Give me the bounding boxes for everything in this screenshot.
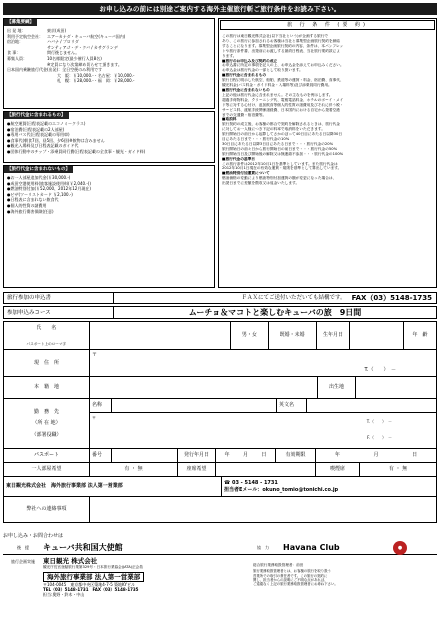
company-mail: 担当者Eメール：okuno_tomio@tonichi.co.jp bbox=[224, 486, 339, 493]
coop-label: 協 力 bbox=[257, 545, 269, 550]
condition-line: 超過手荷物料金、クリーニング代、電報電話料金、ホテルのボーイ・メイ bbox=[222, 97, 344, 102]
company-tel: ☎ 03 - 5148 - 1731 bbox=[224, 480, 278, 487]
condition-line: あり、この旅行に参加されるお客様は当社と募集型企画旅行契約を締結 bbox=[222, 38, 340, 43]
condition-line: 燃油価格の変動により燃油特別付加運賃の額が変更になった場合は、 bbox=[222, 176, 337, 181]
condition-line: この旅行は東日観光株式会社(以下当社という)が企画する旅行で bbox=[222, 34, 329, 38]
condition-line: に対してお一人様につき下記の料率で取消料をいただきます。 bbox=[222, 127, 325, 132]
form-row-options bbox=[4, 463, 436, 477]
course-name: ムーチョ＆マコトと楽しむキューバの旅 9日間 bbox=[188, 308, 362, 317]
excluded-item: ●個人的性質の諸費用 bbox=[7, 202, 47, 208]
tour-info-row-label: 出 発 地： bbox=[7, 28, 26, 33]
work-detail bbox=[90, 399, 436, 448]
english-name-input[interactable] bbox=[307, 399, 436, 412]
seat-label: 座席希望 bbox=[178, 463, 216, 476]
included-item: ●宿泊費(日程表記載の2人部屋) bbox=[7, 126, 65, 132]
condition-line: 目にあたる日まで・・・旅行代金の10% bbox=[222, 137, 290, 142]
contact-label: 弊社への連絡事項 bbox=[4, 497, 90, 522]
included-item: ●観光入場料及び日程表記載のガイド代 bbox=[7, 143, 79, 149]
condition-line: 2012年10月1日現在の有効な運賃・規則を基準として算出しています。 bbox=[222, 166, 342, 171]
conditions-title: 旅 行 条 件 (要 約) bbox=[220, 20, 435, 30]
excluded-box bbox=[3, 165, 215, 288]
issue-date-label: 発行年月日 bbox=[178, 449, 216, 462]
condition-heading: ■旅行のお申込み及び契約の成立 bbox=[222, 58, 278, 63]
conditions-box bbox=[218, 18, 437, 288]
tour-info-row-value: 10名様限定(最少催行人員8名) bbox=[47, 55, 102, 61]
form-row-name bbox=[4, 322, 436, 350]
address-tel: T.（ ） － bbox=[364, 366, 396, 373]
sex-select[interactable]: 男・女 bbox=[231, 322, 269, 349]
application-form bbox=[3, 321, 437, 523]
manager-note-3: 関し、担当者からの説明にご不明な点があれば、 bbox=[253, 577, 328, 582]
tour-info-row-label: 利用予定航空会社： bbox=[7, 33, 43, 39]
smoking-label: 喫煙席 bbox=[316, 463, 360, 476]
form-row-work bbox=[4, 399, 436, 449]
condition-heading: ■旅行代金の基準日 bbox=[222, 156, 255, 161]
price-line: 大 阪：￥10,000.-・名古屋：￥10,000.- bbox=[57, 72, 135, 78]
work-address-label: （所 在 地） bbox=[32, 420, 61, 427]
condition-line: お申込金は旅行代金の一部として取り扱います。 bbox=[222, 68, 303, 73]
manager-note-2: 営業所での取引の責任者です。この旅行の契約に bbox=[253, 573, 328, 578]
org-dept-wrap bbox=[3, 572, 253, 582]
condition-line: 出発日までに差額を徴収又は返金いたします。 bbox=[222, 181, 300, 186]
name-input[interactable] bbox=[90, 322, 231, 349]
tour-info-row-value: エアーカナダ・キューバ航空(キューバ国内) bbox=[47, 33, 126, 39]
passport-roman-label: パスポート上のローマ字 bbox=[26, 341, 67, 346]
work-name-row bbox=[90, 399, 436, 413]
condition-line: 旅行開始日の前々日から旅行開始日の前日まで・・・旅行代金の50% bbox=[222, 146, 338, 151]
tour-info-row-value: 問行後じません。 bbox=[47, 50, 80, 56]
age-label: 年 齢 bbox=[412, 332, 428, 339]
manager-note-1: 旅行業務取扱管理者とは、お客様の旅行を取り扱う bbox=[253, 569, 331, 574]
english-name-label: 英文名 bbox=[277, 399, 307, 412]
tour-info-row-value: サンティアゴ・デ・クバ / カサグランデ bbox=[47, 44, 118, 50]
domicile-input[interactable] bbox=[90, 377, 318, 398]
form-row-address bbox=[4, 350, 436, 377]
application-label: 旅行参加の申込書 bbox=[4, 293, 114, 303]
org-manager: 総合旅行業務取扱管理者：前田 bbox=[253, 563, 304, 567]
org-address: 〒104-0045 東京都中央区築地4-7-5 築地KYビル bbox=[43, 581, 135, 587]
passport-number-input[interactable] bbox=[112, 449, 178, 462]
seat-input[interactable] bbox=[216, 463, 316, 476]
condition-line: までの交通費・宿泊費等。 bbox=[222, 112, 267, 117]
application-fax-note: ＦＡＸにてご送付いただいても結構です。 bbox=[241, 295, 346, 301]
excluded-item: ●日程表に含まれない飲食代 bbox=[7, 197, 59, 203]
condition-line: お申込書に所定の事項を記入の上、お申込金を添えてお申込みください。 bbox=[222, 63, 344, 68]
excluded-item: ●ビザ(ツーリストカード ￥2,100.-) bbox=[7, 191, 73, 197]
condition-heading: ■燃油特別付加運賃について bbox=[222, 171, 270, 176]
work-fax: F.（ ） － bbox=[367, 435, 392, 440]
included-item: ●団体行動中のチップ・添乗員同行費(日程表記載の全食事・観光・ガイド料) bbox=[7, 148, 146, 154]
havana-club-logo-icon: ● bbox=[393, 541, 407, 555]
condition-line: 旅行契約の成立後、お客様の都合で契約を解除されるときは、旅行代金 bbox=[222, 122, 340, 127]
condition-line: この旅行条件は2012年10月1日を基準としています。また旅行代金は bbox=[222, 161, 338, 166]
org-registration: 観光庁長官登録旅行業第329号・日本旅行業協会(JATA)正会員 bbox=[43, 565, 143, 570]
condition-line: 上記の他は旅行代金に含まれません。その主なものを例示します。 bbox=[222, 92, 333, 97]
org-right bbox=[253, 557, 437, 597]
passport-label: パスポート bbox=[4, 449, 90, 462]
org-row bbox=[3, 557, 253, 565]
org-tel-fax: TEL（03）5148-1731 FAX（03）5148-1735 bbox=[43, 586, 139, 592]
header-banner: お申し込みの前には別途ご案内する海外主催旅行斬ご旅行条件をお読み下さい。 bbox=[3, 3, 437, 15]
expiry-input[interactable]: 年 月 日 bbox=[334, 452, 418, 459]
excluded-item: ●成田空港使用料(旅客施設使用料(￥2,040.-)) bbox=[7, 180, 91, 186]
included-box bbox=[3, 111, 215, 163]
work-label-cell bbox=[4, 399, 90, 448]
coop-name: Havana Club bbox=[283, 542, 340, 552]
birthplace-input[interactable] bbox=[356, 377, 436, 398]
form-row-passport bbox=[4, 449, 436, 463]
domicile-label: 本 籍 地 bbox=[4, 377, 90, 398]
org-dept: 海外旅行事業部 法人第一営業部 bbox=[43, 572, 144, 582]
condition-line: サービス料、渡航手続関係諸経費、日本国内における自宅から発着空港 bbox=[222, 107, 340, 112]
price-note: 日本国内乗継旅行代金(出発)：全日空便のみ利用です bbox=[7, 67, 103, 73]
dob-label: 生年月日 bbox=[317, 322, 351, 349]
condition-heading: ■旅行代金に含まれないもの bbox=[222, 87, 270, 92]
work-tel: T.（ ） － bbox=[366, 419, 392, 424]
included-list bbox=[4, 119, 214, 157]
included-item: ●専用バス代(日程表記載の専用車) bbox=[7, 132, 70, 138]
tour-info-rows bbox=[4, 26, 214, 86]
name-label: 氏 名 bbox=[36, 325, 57, 331]
birthplace-label: 出生地 bbox=[318, 377, 356, 398]
tour-info-row-value: 東京(成田) bbox=[47, 28, 67, 33]
excluded-list bbox=[4, 173, 214, 216]
condition-line: することになります。募集型企画旅行契約の内容、条件は、本パンフレッ bbox=[222, 43, 344, 48]
tour-info-box bbox=[3, 18, 215, 109]
condition-line: 観光料金(バス料金・ガイド料金・入場料等)及び添乗員同行費用。 bbox=[222, 83, 332, 88]
excluded-item: ●お一人部屋追加代金(￥30,000.-) bbox=[7, 175, 71, 180]
org-label: 旅行企画実施 bbox=[11, 558, 35, 564]
included-item: ●航空運賃(日程表記載のエコノミークラス) bbox=[7, 121, 86, 126]
contact-input[interactable] bbox=[90, 497, 436, 522]
dob-input[interactable] bbox=[350, 322, 404, 349]
footer-heading: お申し込み・お問合わせは bbox=[3, 533, 64, 539]
condition-line: ド等に対する心付け、追加飲食等個人的性質の諸費用及びそれに伴う税・ bbox=[222, 102, 344, 107]
sponsor-label: 後 援 bbox=[17, 545, 29, 550]
work-position-label: （部署役職） bbox=[31, 431, 62, 438]
name-label-cell bbox=[4, 322, 90, 349]
excluded-item: ●海外旅行傷害保険(任意) bbox=[7, 208, 54, 214]
org-name: 東日観光 株式会社 bbox=[43, 557, 98, 565]
included-item: ●食事代(朝食7回、昼5回、夕6回)※飲物は含みません bbox=[7, 137, 105, 143]
issue-date-input[interactable]: 年 月 日 bbox=[216, 449, 276, 462]
tour-info-row-label: 食 事： bbox=[7, 50, 21, 56]
course-label: 参加申込みコース bbox=[4, 307, 114, 318]
form-row-contact bbox=[4, 497, 436, 522]
price-line: 札 幌：￥28,000.-・福 岡：￥28,000.- bbox=[57, 78, 135, 84]
course-bar bbox=[3, 306, 437, 319]
company-contact bbox=[222, 477, 436, 496]
smoking-select[interactable]: 有 ・ 無 bbox=[388, 466, 408, 473]
address-input[interactable]: 〒 T.（ ） － bbox=[92, 352, 396, 373]
application-fax-number: FAX（03）5148-1735 bbox=[351, 294, 432, 302]
work-name-input[interactable] bbox=[112, 399, 277, 412]
expiry-label: 有効期限 bbox=[276, 449, 316, 462]
org-left bbox=[3, 557, 253, 597]
included-title: 【旅行代金に含まれるもの】 bbox=[4, 112, 69, 119]
tour-info-title: 【募集要綱】 bbox=[4, 19, 37, 26]
condition-heading: ■旅行代金に含まれるもの bbox=[222, 73, 267, 78]
org-staff: 担当:奥野・鈴木・中山 bbox=[43, 591, 85, 597]
tour-info-row-label: 募集人員： bbox=[7, 55, 27, 61]
conditions-text bbox=[219, 32, 436, 188]
tour-info-row-value: ※定員になり次第締め切らせて頂きます。 bbox=[47, 61, 122, 67]
tour-info-row-value: ハバナ / プロリダ bbox=[47, 39, 79, 45]
company-stamp: 東日観光株式会社 海外旅行事業部 法人第一営業部 bbox=[4, 477, 222, 496]
condition-line: 旅行開始日の前日から起算してさかのぼって40日目にあたる日以降30日 bbox=[222, 132, 343, 137]
excluded-item: ●燃油特別付加(￥52,000、2012年12月現在) bbox=[7, 186, 91, 192]
condition-line: 30日目にあたる日以降3日目にあたる日まで・・・旅行代金の20% bbox=[222, 141, 334, 146]
work-address-input[interactable]: 〒 T.（ ） － F.（ ） － bbox=[92, 415, 392, 440]
org-block bbox=[3, 557, 437, 597]
condition-line: 旅行日程に明示した航空、船舶、鉄道等の運賃・料金、宿泊費、食事代、 bbox=[222, 78, 344, 83]
work-name-label: 名称 bbox=[90, 399, 112, 412]
condition-line: トや旅行条件書、出発前にお渡しする最終日程表、当社旅行業約款によ bbox=[222, 48, 340, 53]
address-label: 現 住 所 bbox=[4, 350, 90, 376]
excluded-title: 【旅行代金に含まれないもの】 bbox=[4, 166, 73, 173]
manager-note-4: ご遠慮なく上記の旅行業務取扱管理者にお尋ね下さい。 bbox=[253, 582, 338, 587]
sponsor-name: キューバ共和国大使館 bbox=[43, 542, 123, 552]
condition-heading: ■取消料 bbox=[222, 117, 237, 122]
work-label: 勤 務 先 bbox=[33, 409, 59, 416]
form-row-domicile bbox=[4, 377, 436, 399]
passport-number-label: 番号 bbox=[90, 449, 112, 462]
condition-line: ります。 bbox=[222, 53, 237, 58]
single-room-select[interactable]: 有 ・ 無 bbox=[90, 463, 178, 476]
application-bar bbox=[3, 292, 437, 304]
condition-line: 旅行開始当日及び開始後の解除又は無連絡不参加・・・旅行代金の100% bbox=[222, 151, 344, 156]
single-room-label: 一人部屋希望 bbox=[4, 463, 90, 476]
sponsor-row bbox=[3, 541, 437, 555]
footer bbox=[3, 541, 437, 597]
tour-info-row-label: 宿泊地： bbox=[7, 39, 23, 45]
married-select[interactable]: 既婚・未婚 bbox=[269, 322, 317, 349]
form-row-company bbox=[4, 477, 436, 497]
